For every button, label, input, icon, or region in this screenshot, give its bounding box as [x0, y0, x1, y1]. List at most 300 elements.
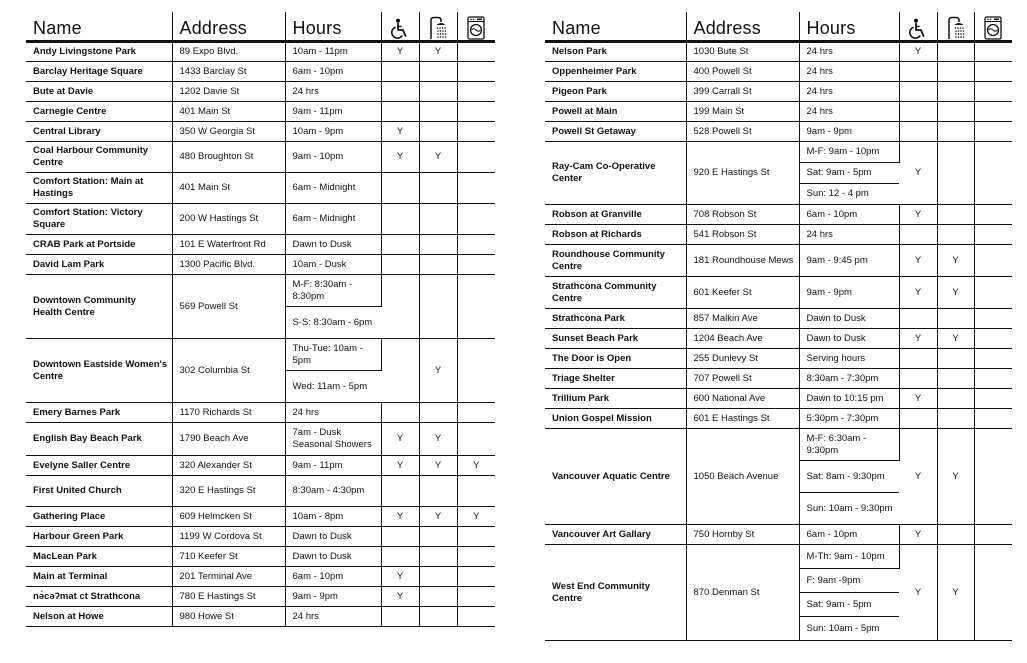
location-name: Union Gospel Mission	[545, 409, 686, 429]
location-hours: M-F: 9am - 10pm	[799, 142, 899, 163]
laundry-cell: Y	[457, 507, 495, 527]
location-name: Vancouver Art Gallary	[545, 525, 686, 545]
location-hours: Dawn to Dusk	[799, 309, 899, 329]
location-hours: 9am - 9pm	[285, 587, 381, 607]
shower-cell	[419, 82, 457, 102]
location-address: 541 Robson St	[686, 225, 799, 245]
wheelchair-access-cell: Y	[381, 423, 419, 456]
shower-cell	[937, 122, 974, 142]
wheelchair-access-cell	[899, 122, 937, 142]
table-row	[545, 329, 1012, 349]
laundry-cell	[457, 102, 495, 122]
laundry-cell	[974, 245, 1012, 277]
location-hours: S-S: 8:30am - 6pm	[285, 307, 381, 339]
location-name: Barclay Heritage Square	[26, 62, 172, 82]
wheelchair-access-cell	[381, 275, 419, 339]
shower-cell: Y	[419, 507, 457, 527]
table-row	[545, 205, 1012, 225]
location-hours: 24 hrs	[799, 102, 899, 122]
wheelchair-access-cell	[381, 403, 419, 423]
location-name: Triage Shelter	[545, 369, 686, 389]
location-hours: 8:30am - 7:30pm	[799, 369, 899, 389]
wheelchair-access-cell	[899, 82, 937, 102]
location-name: nə́cəʔmat ct Strathcona	[26, 587, 172, 607]
shower-cell: Y	[937, 329, 974, 349]
location-name: Strathcona Community Centre	[545, 277, 686, 309]
location-address: 480 Broughton St	[172, 142, 285, 173]
location-name: Gathering Place	[26, 507, 172, 527]
location-hours: 5:30pm - 7:30pm	[799, 409, 899, 429]
laundry-cell	[974, 205, 1012, 225]
table-row	[545, 525, 1012, 545]
washroom-table-right	[545, 12, 1012, 641]
table-row	[26, 587, 495, 607]
table-row	[26, 142, 495, 173]
wheelchair-icon	[391, 19, 409, 39]
wheelchair-access-cell	[381, 173, 419, 204]
shower-cell: Y	[419, 456, 457, 476]
location-name: Sunset Beach Park	[545, 329, 686, 349]
table-row	[545, 122, 1012, 142]
location-address: 255 Dunlevy St	[686, 349, 799, 369]
name-header: Name	[26, 12, 172, 42]
hours-header: Hours	[285, 12, 381, 42]
wheelchair-access-cell: Y	[381, 507, 419, 527]
header-row	[26, 12, 495, 42]
location-hours: Wed: 11am - 5pm	[285, 371, 381, 403]
location-address: 401 Main St	[172, 102, 285, 122]
shower-cell	[419, 204, 457, 235]
wheelchair-access-cell	[899, 62, 937, 82]
laundry-cell	[974, 349, 1012, 369]
wheelchair-access-cell	[381, 527, 419, 547]
shower-cell	[419, 62, 457, 82]
location-name: Harbour Green Park	[26, 527, 172, 547]
location-name: Pigeon Park	[545, 82, 686, 102]
table-row	[545, 42, 1012, 62]
location-address: 89 Expo Blvd.	[172, 42, 285, 62]
address-header: Address	[172, 12, 285, 42]
laundry-cell	[457, 122, 495, 142]
location-hours: Sat: 9am - 5pm	[799, 163, 899, 184]
wheelchair-access-cell: Y	[899, 389, 937, 409]
location-name: The Door is Open	[545, 349, 686, 369]
laundry-cell	[457, 62, 495, 82]
location-hours: Sun: 10am - 5pm	[799, 617, 899, 641]
location-name: Emery Barnes Park	[26, 403, 172, 423]
wheelchair-access-cell: Y	[381, 456, 419, 476]
shower-cell	[937, 225, 974, 245]
location-address: 1300 Pacific Blvd.	[172, 255, 285, 275]
location-hours: 9am - 11pm	[285, 102, 381, 122]
laundry-cell	[457, 82, 495, 102]
location-name: Robson at Granville	[545, 205, 686, 225]
shower-cell	[937, 369, 974, 389]
shower-cell	[937, 205, 974, 225]
shower-cell: Y	[419, 42, 457, 62]
location-name: Nelson Park	[545, 42, 686, 62]
location-name: CRAB Park at Portside	[26, 235, 172, 255]
shower-cell	[937, 409, 974, 429]
table-row	[545, 82, 1012, 102]
location-hours: 7am - Dusk Seasonal Showers	[285, 423, 381, 456]
laundry-cell	[974, 225, 1012, 245]
shower-cell	[419, 607, 457, 627]
location-address: 870 Denman St	[686, 545, 799, 641]
wheelchair-access-cell	[381, 204, 419, 235]
location-hours: Dawn to Dusk	[285, 547, 381, 567]
address-header: Address	[686, 12, 799, 42]
wheelchair-icon	[909, 19, 927, 39]
shower-cell	[419, 235, 457, 255]
wheelchair-access-cell: Y	[899, 429, 937, 525]
table-row	[545, 102, 1012, 122]
table-row	[26, 456, 495, 476]
location-address: 320 Alexander St	[172, 456, 285, 476]
shower-cell: Y	[419, 423, 457, 456]
laundry-cell	[457, 204, 495, 235]
location-hours: Sun: 10am - 9:30pm	[799, 493, 899, 525]
table-row	[26, 567, 495, 587]
shower-cell	[419, 567, 457, 587]
location-hours: 24 hrs	[799, 82, 899, 102]
wheelchair-access-cell	[381, 62, 419, 82]
hours-header: Hours	[799, 12, 899, 42]
shower-cell	[937, 349, 974, 369]
location-address: 201 Terminal Ave	[172, 567, 285, 587]
laundry-cell	[457, 527, 495, 547]
location-address: 601 Keefer St	[686, 277, 799, 309]
location-hours: 24 hrs	[799, 225, 899, 245]
location-name: Powell at Main	[545, 102, 686, 122]
table-row	[26, 173, 495, 204]
table-row	[26, 476, 495, 507]
table-row	[26, 607, 495, 627]
location-hours: 9am - 9pm	[799, 277, 899, 309]
location-name: MacLean Park	[26, 547, 172, 567]
shower-cell	[419, 275, 457, 339]
shower-cell	[937, 309, 974, 329]
laundry-cell	[457, 607, 495, 627]
wheelchair-access-cell: Y	[381, 142, 419, 173]
location-hours: 6am - Midnight	[285, 204, 381, 235]
table-row	[26, 275, 495, 307]
shower-icon	[428, 19, 448, 39]
shower-cell: Y	[937, 545, 974, 641]
wheelchair-access-cell: Y	[899, 245, 937, 277]
table-row	[545, 389, 1012, 409]
location-hours: 10am - 8pm	[285, 507, 381, 527]
shower-cell	[419, 102, 457, 122]
location-address: 750 Hornby St	[686, 525, 799, 545]
location-address: 1030 Bute St	[686, 42, 799, 62]
shower-cell	[419, 122, 457, 142]
laundry-icon	[467, 19, 485, 39]
shower-cell	[937, 525, 974, 545]
location-address: 601 E Hastings St	[686, 409, 799, 429]
wheelchair-access-cell	[899, 225, 937, 245]
location-name: English Bay Beach Park	[26, 423, 172, 456]
location-name: Comfort Station: Main at Hastings	[26, 173, 172, 204]
location-address: 708 Robson St	[686, 205, 799, 225]
wheelchair-access-cell	[381, 476, 419, 507]
location-name: Coal Harbour Community Centre	[26, 142, 172, 173]
laundry-cell	[457, 275, 495, 339]
table-row	[545, 225, 1012, 245]
location-address: 710 Keefer St	[172, 547, 285, 567]
wheelchair-access-cell	[899, 309, 937, 329]
location-name: Ray-Cam Co-Operative Center	[545, 142, 686, 205]
location-address: 200 W Hastings St	[172, 204, 285, 235]
location-address: 1170 Richards St	[172, 403, 285, 423]
laundry-cell	[974, 409, 1012, 429]
wheelchair-access-cell: Y	[899, 329, 937, 349]
laundry-icon	[984, 19, 1002, 39]
shower-cell: Y	[419, 142, 457, 173]
location-hours: 10am - 11pm	[285, 42, 381, 62]
table-row	[545, 62, 1012, 82]
table-row	[26, 339, 495, 371]
header-row	[545, 12, 1012, 42]
laundry-cell	[457, 567, 495, 587]
table-row	[26, 82, 495, 102]
location-hours: Thu-Tue: 10am - 5pm	[285, 339, 381, 371]
shower-cell	[419, 476, 457, 507]
table-row	[26, 527, 495, 547]
table-row	[545, 277, 1012, 309]
table-row	[545, 369, 1012, 389]
location-address: 1050 Beach Avenue	[686, 429, 799, 525]
wheelchair-access-cell	[381, 82, 419, 102]
location-hours: Dawn to Dusk	[285, 527, 381, 547]
location-name: Trillium Park	[545, 389, 686, 409]
location-name: David Lam Park	[26, 255, 172, 275]
location-name: Strathcona Park	[545, 309, 686, 329]
wheelchair-access-cell	[899, 349, 937, 369]
table-row	[26, 235, 495, 255]
location-address: 609 Helmcken St	[172, 507, 285, 527]
wheelchair-access-cell	[381, 339, 419, 403]
location-hours: 6am - 10pm	[799, 205, 899, 225]
location-name: Roundhouse Community Centre	[545, 245, 686, 277]
wheelchair-access-cell: Y	[899, 277, 937, 309]
laundry-cell	[457, 403, 495, 423]
washroom-table-left	[26, 12, 495, 627]
shower-cell: Y	[937, 429, 974, 525]
table-row	[26, 255, 495, 275]
location-hours: F: 9am -9pm	[799, 569, 899, 593]
wheelchair-access-cell: Y	[899, 525, 937, 545]
laundry-cell	[457, 339, 495, 403]
laundry-cell	[457, 173, 495, 204]
laundry-cell	[974, 525, 1012, 545]
location-hours: 9am - 10pm	[285, 142, 381, 173]
location-hours: 24 hrs	[285, 82, 381, 102]
location-name: West End Community Centre	[545, 545, 686, 641]
laundry-cell	[457, 476, 495, 507]
location-address: 1202 Davie St	[172, 82, 285, 102]
laundry-cell	[974, 142, 1012, 205]
location-hours: 24 hrs	[285, 403, 381, 423]
location-hours: 8:30am - 4:30pm	[285, 476, 381, 507]
table-row	[26, 403, 495, 423]
location-name: Bute at Davie	[26, 82, 172, 102]
laundry-cell	[457, 423, 495, 456]
wheelchair-access-cell	[899, 369, 937, 389]
wheelchair-access-cell	[381, 255, 419, 275]
location-hours: 6am - 10pm	[799, 525, 899, 545]
location-address: 400 Powell St	[686, 62, 799, 82]
name-header: Name	[545, 12, 686, 42]
location-hours: M-F: 8:30am - 8:30pm	[285, 275, 381, 307]
location-hours: 10am - Dusk	[285, 255, 381, 275]
shower-cell	[419, 173, 457, 204]
location-hours: Sun: 12 - 4 pm	[799, 184, 899, 205]
location-hours: Sat: 9am - 5pm	[799, 593, 899, 617]
table-row	[26, 42, 495, 62]
laundry-cell	[974, 122, 1012, 142]
laundry-cell	[974, 545, 1012, 641]
laundry-cell	[457, 587, 495, 607]
location-address: 350 W Georgia St	[172, 122, 285, 142]
shower-cell	[937, 142, 974, 205]
location-hours: 9am - 11pm	[285, 456, 381, 476]
location-hours: 6am - 10pm	[285, 567, 381, 587]
shower-cell	[419, 403, 457, 423]
wheelchair-access-cell	[381, 547, 419, 567]
laundry-cell	[974, 62, 1012, 82]
location-hours: 9am - 9pm	[799, 122, 899, 142]
location-name: Evelyne Saller Centre	[26, 456, 172, 476]
location-name: Oppenheimer Park	[545, 62, 686, 82]
location-address: 1433 Barclay St	[172, 62, 285, 82]
location-address: 199 Main St	[686, 102, 799, 122]
shower-cell	[419, 547, 457, 567]
table-row	[545, 349, 1012, 369]
location-address: 399 Carrall St	[686, 82, 799, 102]
location-hours: 6am - Midnight	[285, 173, 381, 204]
location-address: 302 Columbia St	[172, 339, 285, 403]
table-row	[26, 122, 495, 142]
shower-cell	[419, 587, 457, 607]
location-hours: M-F: 6:30am - 9:30pm	[799, 429, 899, 461]
table-row	[26, 62, 495, 82]
shower-cell	[937, 102, 974, 122]
shower-cell	[937, 42, 974, 62]
laundry-cell	[974, 102, 1012, 122]
table-row	[545, 409, 1012, 429]
wheelchair-access-cell: Y	[899, 205, 937, 225]
table-row	[545, 142, 1012, 163]
location-name: Central Library	[26, 122, 172, 142]
shower-cell: Y	[937, 277, 974, 309]
location-name: Andy Livingstone Park	[26, 42, 172, 62]
wheelchair-access-cell: Y	[381, 587, 419, 607]
location-name: Downtown Community Health Centre	[26, 275, 172, 339]
location-hours: 24 hrs	[799, 42, 899, 62]
location-name: Vancouver Aquatic Centre	[545, 429, 686, 525]
table-row	[545, 545, 1012, 569]
laundry-cell	[974, 82, 1012, 102]
wheelchair-access-cell: Y	[381, 42, 419, 62]
table-row	[545, 429, 1012, 461]
location-address: 401 Main St	[172, 173, 285, 204]
location-name: Main at Terminal	[26, 567, 172, 587]
table-row	[545, 309, 1012, 329]
wheelchair-access-cell	[899, 102, 937, 122]
laundry-cell	[974, 369, 1012, 389]
location-address: 320 E Hastings St	[172, 476, 285, 507]
table-row	[545, 245, 1012, 277]
location-address: 857 Malkin Ave	[686, 309, 799, 329]
location-hours: Dawn to Dusk	[285, 235, 381, 255]
shower-cell	[937, 82, 974, 102]
location-address: 101 E Waterfront Rd	[172, 235, 285, 255]
location-hours: 9am - 9:45 pm	[799, 245, 899, 277]
shower-cell: Y	[937, 245, 974, 277]
shower-cell	[937, 389, 974, 409]
location-name: Carnegie Centre	[26, 102, 172, 122]
location-address: 181 Roundhouse Mews	[686, 245, 799, 277]
location-address: 1199 W Cordova St	[172, 527, 285, 547]
location-address: 569 Powell St	[172, 275, 285, 339]
shower-cell	[419, 255, 457, 275]
laundry-cell	[457, 42, 495, 62]
location-address: 980 Howe St	[172, 607, 285, 627]
wheelchair-access-cell: Y	[899, 545, 937, 641]
laundry-cell	[457, 235, 495, 255]
laundry-cell	[974, 329, 1012, 349]
location-name: Nelson at Howe	[26, 607, 172, 627]
wheelchair-access-cell	[381, 235, 419, 255]
table-row	[26, 204, 495, 235]
location-name: First United Church	[26, 476, 172, 507]
location-name: Robson at Richards	[545, 225, 686, 245]
shower-cell	[937, 62, 974, 82]
location-hours: Dawn to Dusk	[799, 329, 899, 349]
location-address: 528 Powell St	[686, 122, 799, 142]
laundry-cell	[974, 309, 1012, 329]
location-hours: 6am - 10pm	[285, 62, 381, 82]
laundry-cell	[457, 547, 495, 567]
location-name: Powell St Getaway	[545, 122, 686, 142]
location-address: 600 National Ave	[686, 389, 799, 409]
laundry-cell: Y	[457, 456, 495, 476]
table-row	[26, 507, 495, 527]
location-hours: M-Th: 9am - 10pm	[799, 545, 899, 569]
laundry-cell	[974, 42, 1012, 62]
location-name: Comfort Station: Victory Square	[26, 204, 172, 235]
location-hours: Serving hours	[799, 349, 899, 369]
wheelchair-access-cell: Y	[899, 142, 937, 205]
location-name: Downtown Eastside Women's Centre	[26, 339, 172, 403]
table-row	[26, 547, 495, 567]
location-hours: 24 hrs	[285, 607, 381, 627]
shower-cell: Y	[419, 339, 457, 403]
location-address: 707 Powell St	[686, 369, 799, 389]
location-hours: 10am - 9pm	[285, 122, 381, 142]
location-address: 920 E Hastings St	[686, 142, 799, 205]
shower-cell	[419, 527, 457, 547]
laundry-cell	[457, 255, 495, 275]
wheelchair-access-cell	[381, 102, 419, 122]
shower-icon	[946, 19, 966, 39]
location-hours: 24 hrs	[799, 62, 899, 82]
location-address: 1790 Beach Ave	[172, 423, 285, 456]
location-hours: Dawn to 10:15 pm	[799, 389, 899, 409]
wheelchair-access-cell: Y	[381, 567, 419, 587]
laundry-cell	[974, 277, 1012, 309]
